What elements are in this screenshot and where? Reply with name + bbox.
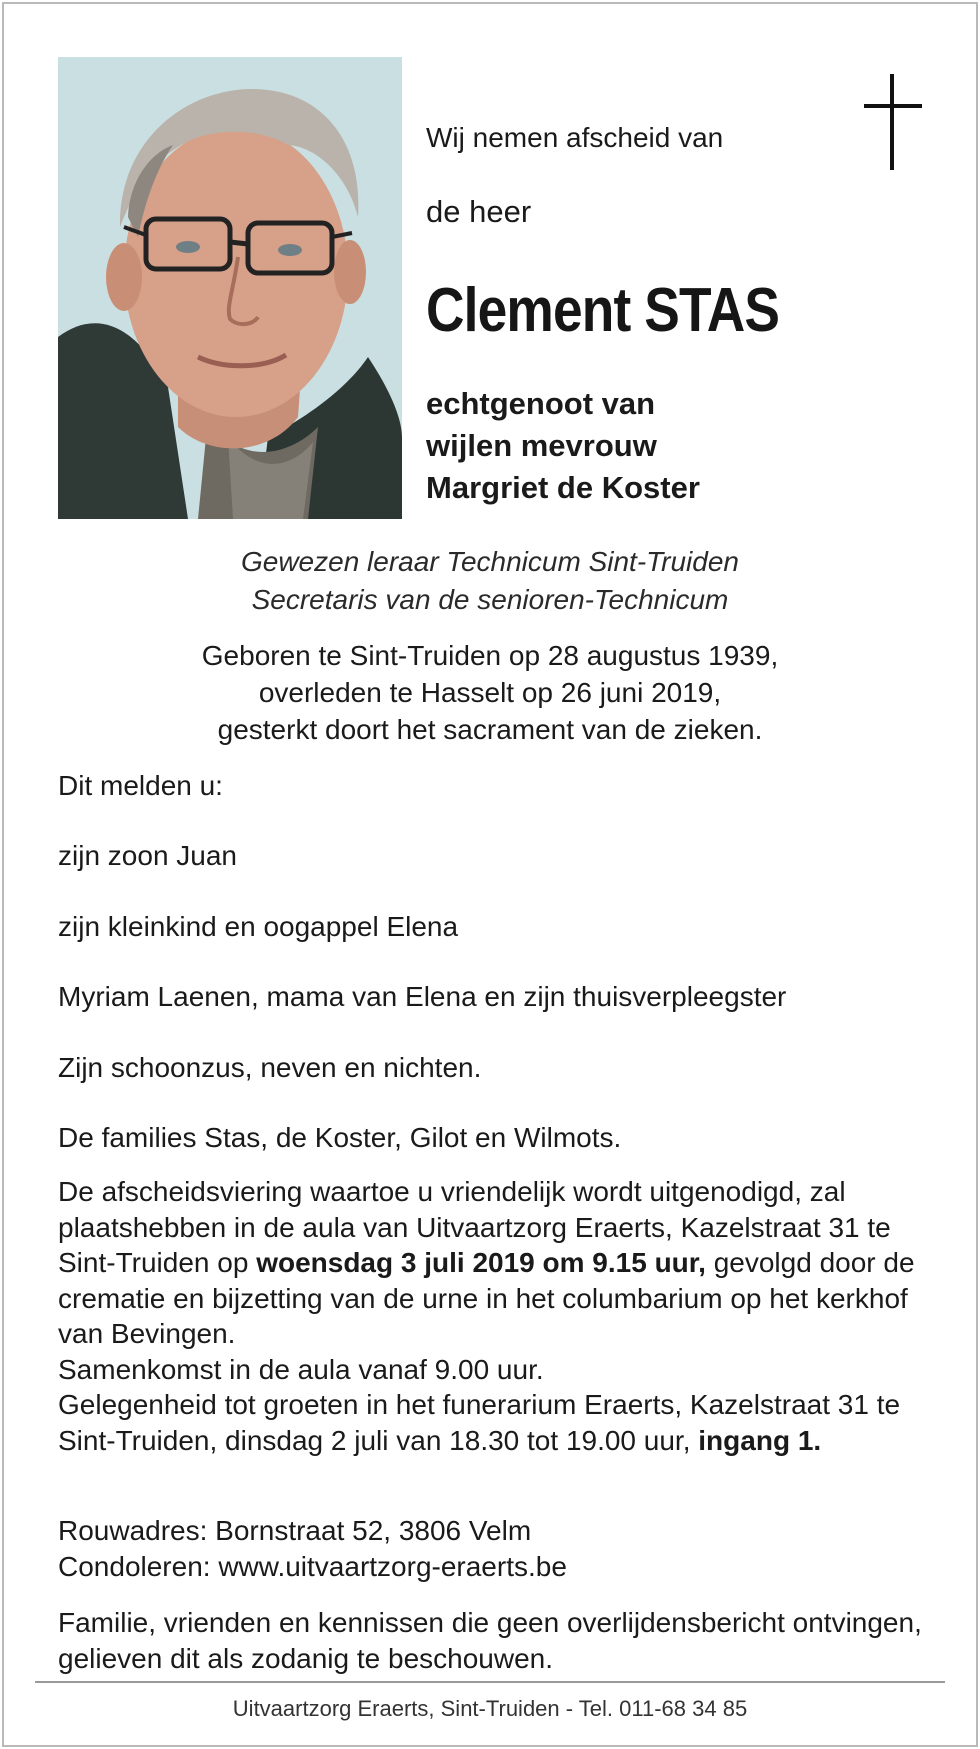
- family-line: Zijn schoonzus, neven en nichten.: [58, 1052, 482, 1083]
- ceremony-text: De afscheidsviering waartoe u vriendelijk wordt uitgenodigd, zal plaatshebben in de aula van Uitvaartzorg Eraerts, Kazelstraat 31 te Sint-Truiden op: [58, 1176, 891, 1278]
- footer-divider: [35, 1681, 945, 1683]
- ceremony-text-rest: gevolgd door de crematie en bijzetting van de urne in het columbarium op het kerkhof van Bevingen.: [58, 1247, 915, 1349]
- family-line: zijn zoon Juan: [58, 840, 238, 871]
- career-line: Gewezen leraar Technicum Sint-Truiden: [240, 546, 739, 577]
- death-line: overleden te Hasselt op 26 juni 2019,: [258, 677, 722, 708]
- intro-text: Wij nemen afscheid van: [426, 122, 724, 153]
- mourning-address: Rouwadres: Bornstraat 52, 3806 Velm: [58, 1515, 532, 1546]
- spouse-line: echtgenoot van: [426, 386, 656, 421]
- sacrament-line: gesterkt doort het sacrament van de zieken.: [217, 714, 763, 745]
- dates-block: [0, 637, 980, 748]
- closing-text: Familie, vrienden en kennissen die geen overlijdensbericht ontvingen, gelieven dit als zodanig te beschouwen.: [58, 1607, 922, 1674]
- cross-icon: [864, 74, 922, 170]
- honorific: de heer: [426, 194, 532, 229]
- ceremony-block: [58, 1174, 928, 1458]
- announcement-intro: Dit melden u:: [58, 770, 223, 801]
- visitation-entrance: ingang 1.: [698, 1424, 822, 1456]
- spouse-line: Margriet de Koster: [426, 470, 700, 505]
- gathering-text: Samenkomst in de aula vanaf 9.00 uur.: [58, 1353, 544, 1385]
- career-line: Secretaris van de senioren-Technicum: [251, 584, 729, 615]
- spouse-line: wijlen mevrouw: [426, 428, 657, 463]
- condolence-link[interactable]: Condoleren: www.uitvaartzorg-eraerts.be: [58, 1551, 567, 1582]
- birth-line: Geboren te Sint-Truiden op 28 augustus 1939,: [201, 640, 779, 671]
- spouse-block: [426, 383, 700, 509]
- ceremony-date: woensdag 3 juli 2019 om 9.15 uur,: [256, 1247, 706, 1278]
- portrait-photo: [58, 57, 402, 519]
- family-line: Myriam Laenen, mama van Elena en zijn thuisverpleegster: [58, 981, 787, 1012]
- visitation-text: Gelegenheid tot groeten in het funerarium Eraerts, Kazelstraat 31 te Sint-Truiden, dinsdag 2 juli van 18.30 tot 19.00 uur,: [58, 1389, 901, 1456]
- career-block: [0, 543, 980, 619]
- family-line: zijn kleinkind en oogappel Elena: [58, 911, 459, 942]
- deceased-name: Clement STAS: [426, 276, 780, 345]
- visitation-block: [58, 1387, 928, 1458]
- address-block: [58, 1513, 567, 1585]
- family-line: De families Stas, de Koster, Gilot en Wilmots.: [58, 1122, 622, 1153]
- footer-text: Uitvaartzorg Eraerts, Sint-Truiden - Tel. 011-68 34 85: [232, 1696, 748, 1721]
